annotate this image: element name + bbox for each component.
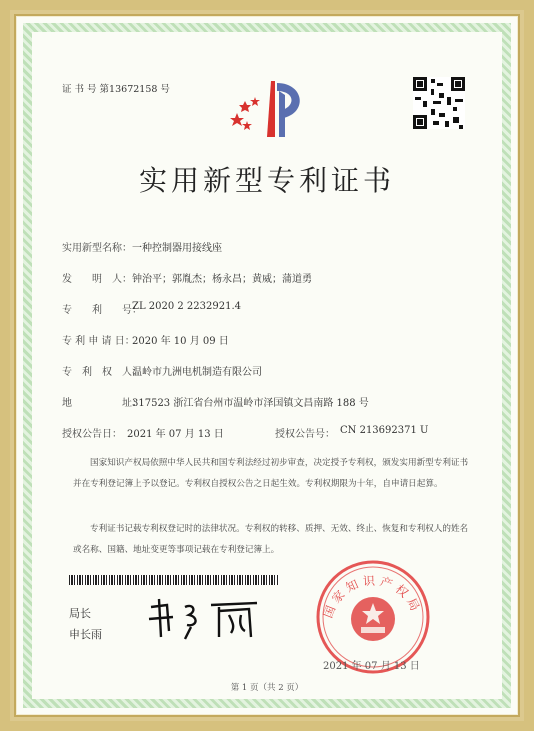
- filing-date: 2020 年 10 月 09 日: [132, 336, 229, 347]
- filing-date-label: 专 利 申 请 日：: [62, 336, 135, 347]
- address: 317523 浙江省台州市温岭市泽国镇文昌南路 188 号: [132, 398, 369, 409]
- director-signature-icon: [145, 597, 265, 641]
- legal-status-paragraph: 专利证书记载专利权登记时的法律状况。专利权的转移、质押、无效、终止、恢复和专利权人的姓名或名称、国籍、地址变更等事项记载在专利登记簿上。: [73, 524, 469, 555]
- cnipa-logo-icon: [227, 75, 311, 141]
- director-title: 局长: [69, 607, 91, 620]
- director-name: 申长雨: [69, 628, 102, 641]
- seal-date: 2021 年 07 月 13 日: [323, 661, 420, 672]
- patent-holder-label: 专 利 权 人：: [62, 367, 142, 378]
- grant-number: CN 213692371 U: [340, 425, 429, 436]
- qr-code: [413, 77, 465, 129]
- grant-number-label: 授权公告号：: [275, 429, 335, 440]
- patent-holder: 温岭市九洲电机制造有限公司: [132, 367, 262, 378]
- page-footer: 第 1 页（共 2 页）: [230, 683, 304, 693]
- grant-date: 2021 年 07 月 13 日: [127, 429, 224, 440]
- seal-text: 国家知识产权局: [320, 573, 424, 620]
- patent-number: ZL 2020 2 2232921.4: [132, 301, 242, 312]
- address-label: 地 址：: [62, 398, 142, 409]
- utility-model-name: 一种控制器用接线座: [132, 243, 222, 254]
- inventor-label: 发 明 人：: [62, 274, 132, 285]
- patent-number-label: 专 利 号：: [62, 305, 142, 316]
- grant-statement-paragraph: 国家知识产权局依照中华人民共和国专利法经过初步审查，决定授予专利权，颁发实用新型专利证书并在专利登记簿上予以登记。专利权自授权公告之日起生效。专利权期限为十年，自申请日起算。: [73, 458, 469, 489]
- certificate-number: 证 书 号 第13672158 号: [62, 84, 170, 95]
- utility-model-name-label: 实用新型名称：: [62, 243, 132, 254]
- certificate-title: 实用新型专利证书: [138, 164, 395, 197]
- grant-date-label: 授权公告日：: [62, 429, 122, 440]
- certificate-paper: [17, 17, 517, 714]
- inventors: 钟治平；郭胤杰；杨永昌；黄威；蒲道勇: [132, 274, 312, 285]
- barcode: [69, 575, 279, 585]
